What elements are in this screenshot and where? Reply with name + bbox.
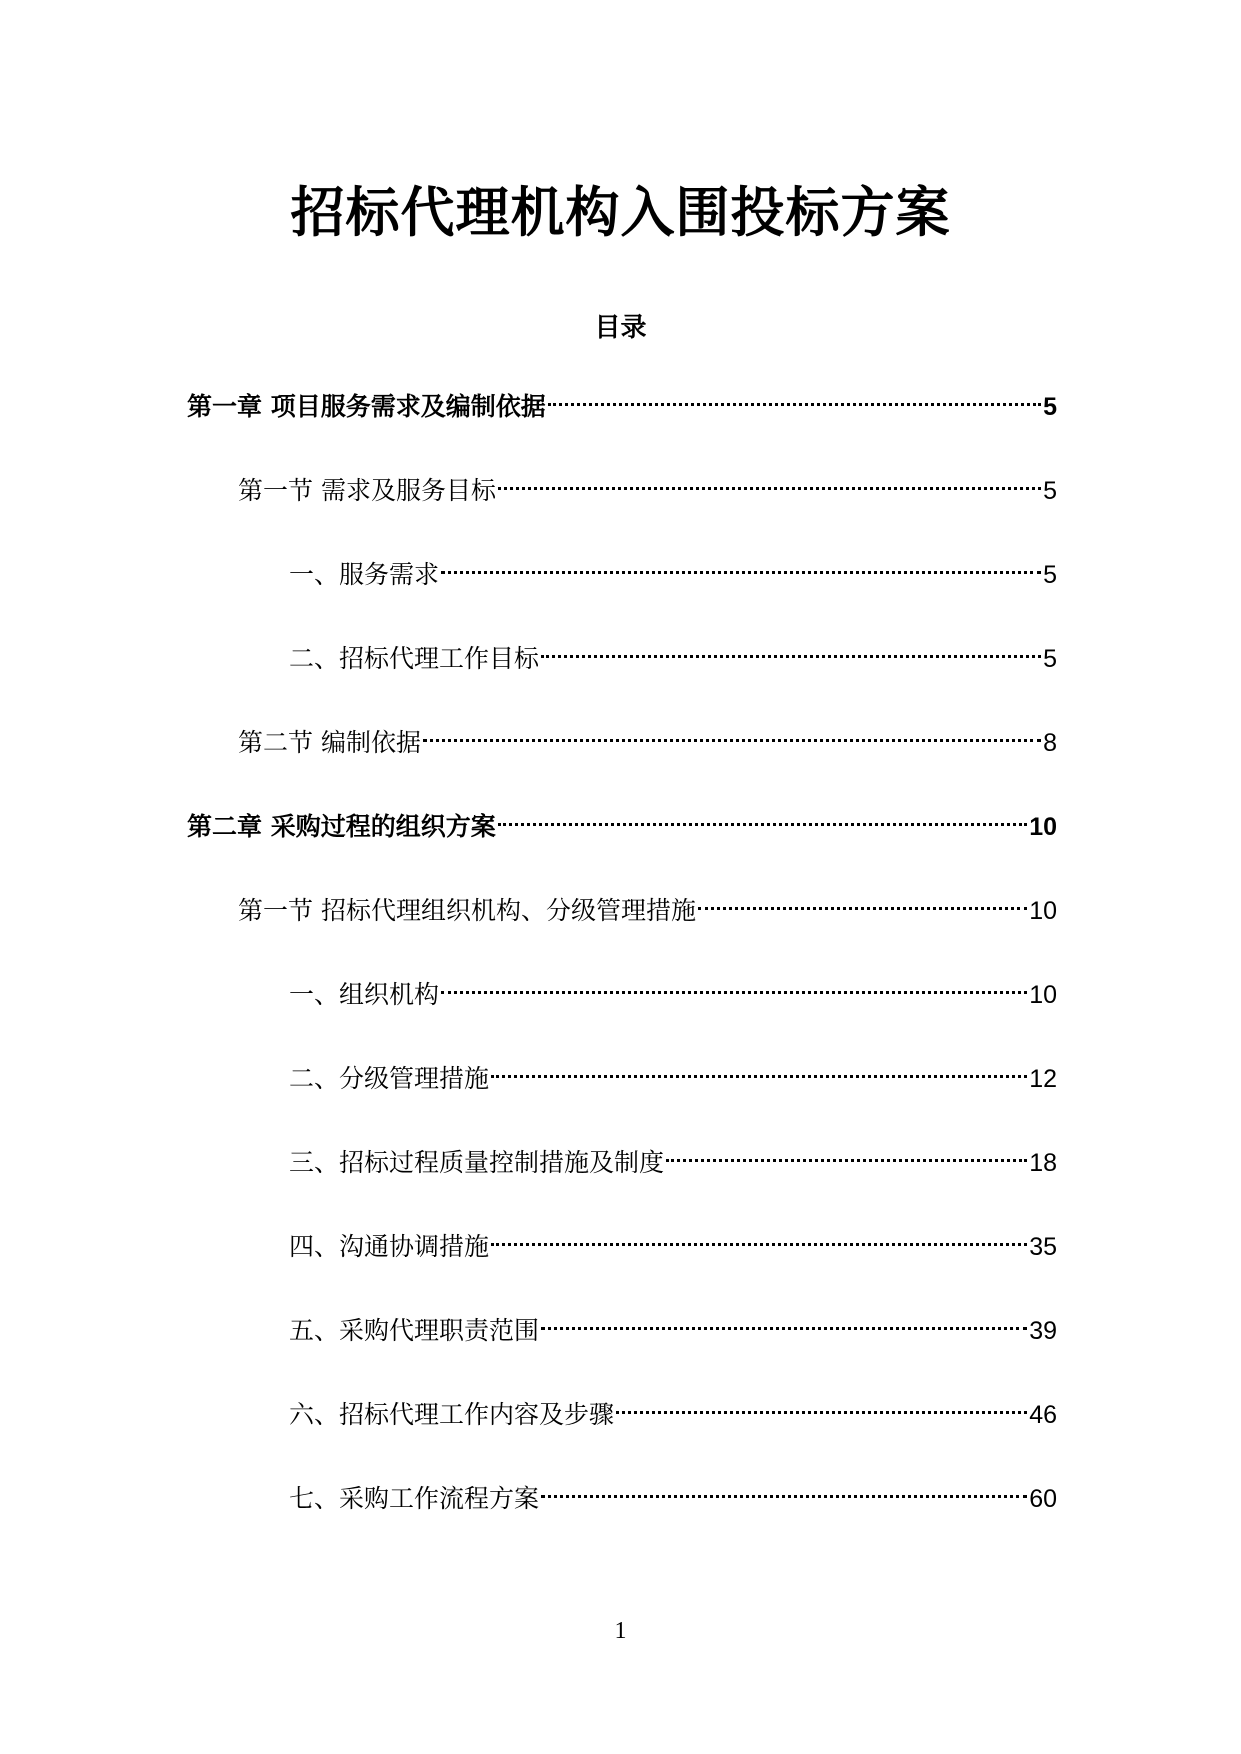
toc-entry-text: 第一章 项目服务需求及编制依据 [187,392,546,421]
toc-entry[interactable] [187,1215,1057,1299]
toc-entry[interactable] [187,375,1057,459]
toc-entry[interactable] [187,627,1057,711]
toc-dot-leader [698,879,1027,919]
toc-entry[interactable] [187,1047,1057,1131]
toc-dot-leader [541,1299,1027,1339]
toc-dot-leader [441,543,1041,583]
toc-dot-leader [541,627,1041,667]
toc-entry-text: 二、分级管理措施 [289,1064,490,1093]
toc-entry-page: 10 [1029,981,1057,1009]
toc-entry-page: 12 [1029,1065,1057,1093]
toc-entry-text: 二、招标代理工作目标 [289,644,540,673]
toc-dot-leader [498,459,1041,499]
toc-entry[interactable] [187,1131,1057,1215]
toc-entry-text: 第二节 编制依据 [238,728,421,757]
toc-entry[interactable] [187,543,1057,627]
toc-entry[interactable] [187,963,1057,1047]
toc-entry-page: 46 [1029,1401,1057,1429]
toc-dot-leader [423,711,1041,751]
toc-entry-page: 5 [1043,645,1057,673]
document-title: 招标代理机构入围投标方案 [290,181,951,244]
toc-entry-page: 5 [1043,393,1057,421]
toc-entry[interactable] [187,1467,1057,1551]
page-number: 1 [614,1618,627,1644]
toc-entry-text: 一、组织机构 [289,980,440,1009]
toc-entry[interactable] [187,879,1057,963]
toc-entry[interactable] [187,459,1057,543]
toc-entry-text: 第一节 需求及服务目标 [238,476,496,505]
toc-entry-text: 一、服务需求 [289,560,440,589]
toc-dot-leader [491,1047,1027,1087]
toc-entry-page: 60 [1029,1485,1057,1513]
toc-entry-page: 35 [1029,1233,1057,1261]
toc-entry-page: 39 [1029,1317,1057,1345]
toc-entry-text: 四、沟通协调措施 [289,1232,490,1261]
toc-entry[interactable] [187,795,1057,879]
toc-entry-page: 10 [1029,813,1057,841]
toc-dot-leader [498,795,1027,835]
toc-heading: 目录 [594,313,647,343]
toc-entry-text: 五、采购代理职责范围 [289,1316,540,1345]
toc-entry-text: 第二章 采购过程的组织方案 [187,812,496,841]
toc-dot-leader [441,963,1027,1003]
toc-dot-leader [491,1215,1027,1255]
toc-entry-text: 第一节 招标代理组织机构、分级管理措施 [238,896,696,925]
toc-dot-leader [548,375,1041,415]
toc-entry-text: 六、招标代理工作内容及步骤 [289,1400,615,1429]
table-of-contents [187,375,1057,1551]
toc-entry[interactable] [187,711,1057,795]
toc-entry[interactable] [187,1383,1057,1467]
toc-dot-leader [616,1383,1027,1423]
toc-entry-text: 三、招标过程质量控制措施及制度 [289,1148,665,1177]
toc-dot-leader [666,1131,1027,1171]
toc-entry-page: 10 [1029,897,1057,925]
toc-entry[interactable] [187,1299,1057,1383]
toc-dot-leader [541,1467,1027,1507]
toc-entry-page: 5 [1043,477,1057,505]
toc-entry-page: 5 [1043,561,1057,589]
toc-entry-page: 8 [1043,729,1057,757]
toc-entry-text: 七、采购工作流程方案 [289,1484,540,1513]
toc-entry-page: 18 [1029,1149,1057,1177]
